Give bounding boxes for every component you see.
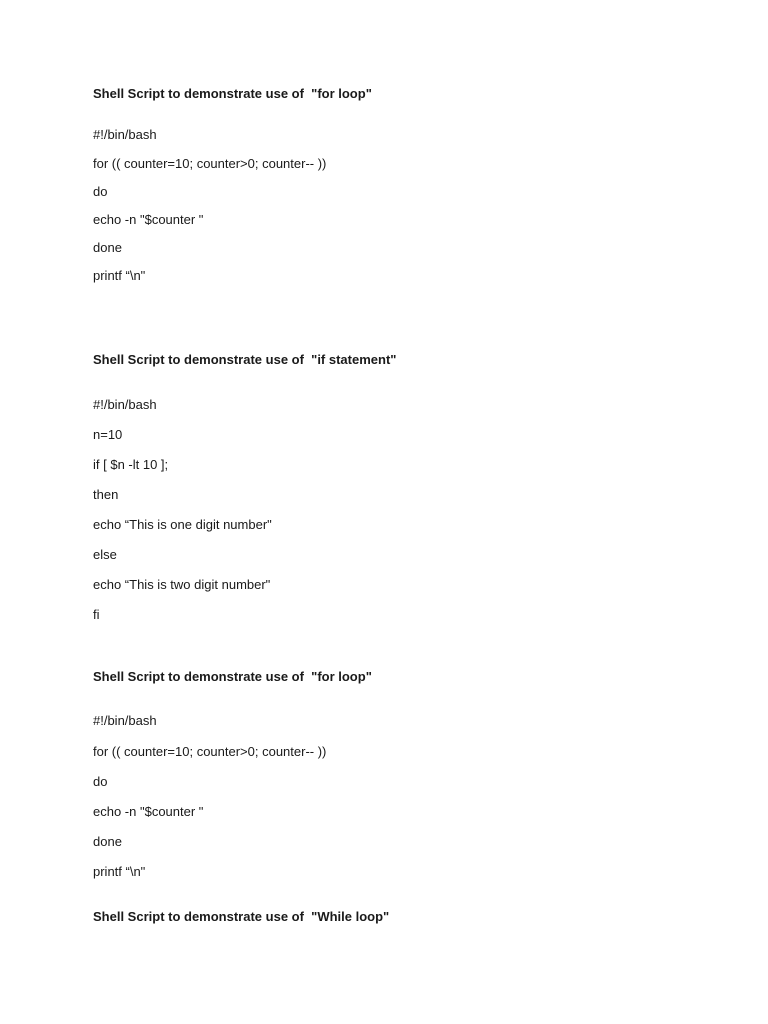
code-line: done [93,834,122,849]
code-line: echo -n "$counter " [93,804,204,819]
code-line: fi [93,607,100,622]
code-line: #!/bin/bash [93,127,157,142]
code-line: for (( counter=10; counter>0; counter-- )) [93,744,327,759]
code-line: echo “This is two digit number" [93,577,271,592]
code-line: for (( counter=10; counter>0; counter-- )) [93,156,327,171]
code-line: done [93,240,122,255]
code-line: else [93,547,117,562]
section-heading: Shell Script to demonstrate use of "While loop" [93,909,390,924]
code-line: then [93,487,119,502]
code-line: #!/bin/bash [93,397,157,412]
section-heading: Shell Script to demonstrate use of "for loop" [93,86,372,101]
code-line: echo “This is one digit number" [93,517,272,532]
code-line: printf “\n" [93,268,146,283]
code-line: do [93,774,108,789]
code-line: n=10 [93,427,123,442]
section-heading: Shell Script to demonstrate use of "for loop" [93,669,372,684]
code-line: do [93,184,108,199]
code-line: if [ $n -lt 10 ]; [93,457,169,472]
code-line: #!/bin/bash [93,713,157,728]
code-line: printf “\n" [93,864,146,879]
code-line: echo -n "$counter " [93,212,204,227]
section-heading: Shell Script to demonstrate use of "if statement" [93,352,397,367]
